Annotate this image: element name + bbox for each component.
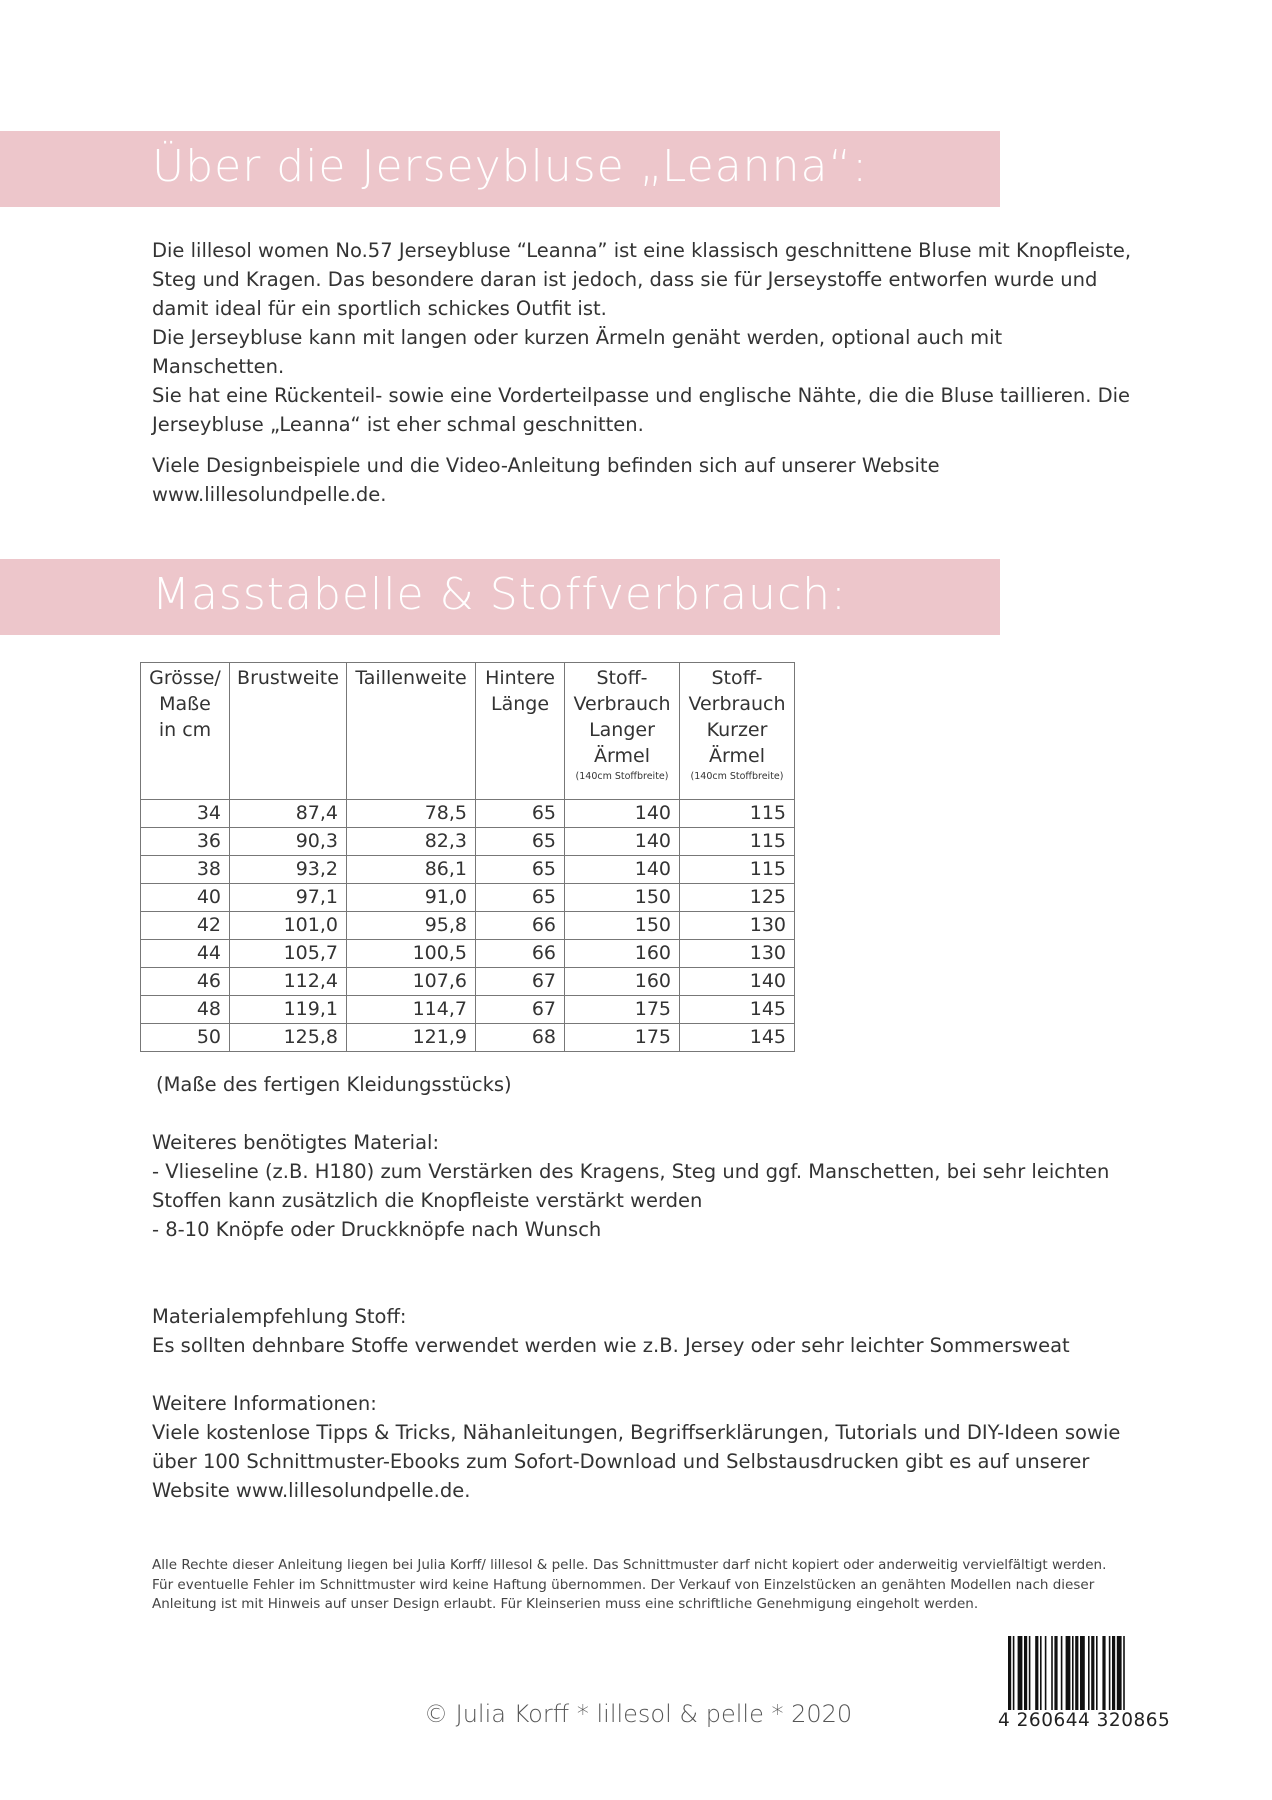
text-line: Es sollten dehnbare Stoffe verwendet werden wie z.B. Jersey oder sehr leichter Sommersweat <box>152 1334 1070 1357</box>
legal-line: Für eventuelle Fehler im Schnittmuster wird keine Haftung übernommen. Der Verkauf von Einzelstücken an genähten Modellen nach dieser <box>152 1576 1095 1593</box>
header-back-length: Hintere Länge <box>476 663 565 800</box>
text-line: über 100 Schnittmuster-Ebooks zum Sofort-Download und Selbstausdrucken gibt es auf unserer <box>152 1450 1090 1473</box>
barcode-bar <box>1035 1636 1038 1710</box>
text-line: www.lillesolundpelle.de. <box>152 483 387 506</box>
header-size: Grösse/ Maße in cm <box>141 663 230 800</box>
cell-size: 48 <box>141 996 230 1024</box>
intro-paragraph <box>152 236 1132 439</box>
barcode-bar <box>1091 1636 1094 1710</box>
cell-waist: 95,8 <box>347 912 476 940</box>
cell-size: 50 <box>141 1024 230 1052</box>
barcode-bar <box>1102 1636 1105 1710</box>
barcode-bar <box>1112 1636 1115 1710</box>
section-title-about: Über die Jerseybluse „Leanna“: <box>152 141 869 192</box>
cell-back-length: 66 <box>476 912 565 940</box>
barcode-bar <box>1123 1636 1125 1710</box>
cell-size: 46 <box>141 968 230 996</box>
barcode-bar <box>1040 1636 1042 1710</box>
header-fabric-short-sleeve: Stoff- Verbrauch Kurzer Ärmel (140cm Stoffbreite) <box>680 663 795 800</box>
text-line: - Vlieseline (z.B. H180) zum Verstärken des Kragens, Steg und ggf. Manschetten, bei sehr leichten <box>152 1160 1110 1183</box>
barcode-bar <box>1109 1636 1111 1710</box>
cell-bust: 87,4 <box>230 800 347 828</box>
cell-fabric-long: 140 <box>565 800 680 828</box>
copyright-footer: © Julia Korff * lillesol & pelle * 2020 <box>424 1700 853 1728</box>
cell-size: 36 <box>141 828 230 856</box>
table-row <box>141 856 795 884</box>
cell-size: 40 <box>141 884 230 912</box>
cell-waist: 100,5 <box>347 940 476 968</box>
cell-fabric-short: 115 <box>680 856 795 884</box>
cell-back-length: 65 <box>476 856 565 884</box>
barcode-bar <box>1045 1636 1047 1710</box>
cell-fabric-short: 145 <box>680 1024 795 1052</box>
header-bust: Brustweite <box>230 663 347 800</box>
cell-bust: 93,2 <box>230 856 347 884</box>
cell-waist: 121,9 <box>347 1024 476 1052</box>
barcode-bar <box>1096 1636 1098 1710</box>
table-row <box>141 912 795 940</box>
barcode-bar <box>1088 1636 1090 1710</box>
cell-bust: 119,1 <box>230 996 347 1024</box>
cell-fabric-short: 130 <box>680 912 795 940</box>
cell-bust: 105,7 <box>230 940 347 968</box>
section-title-band <box>0 131 1000 207</box>
info-section <box>152 1389 1132 1505</box>
barcode-bar <box>1054 1636 1057 1710</box>
fabric-section <box>152 1302 1132 1360</box>
cell-fabric-short: 125 <box>680 884 795 912</box>
table-row <box>141 940 795 968</box>
text-line: Die lillesol women No.57 Jerseybluse “Leanna” ist eine klassisch geschnittene Bluse mit Knopfleiste, <box>152 239 1132 262</box>
barcode-bar <box>1008 1636 1011 1710</box>
text-line: Stoffen kann zusätzlich die Knopfleiste verstärkt werden <box>152 1189 703 1212</box>
table-row <box>141 996 795 1024</box>
cell-fabric-short: 130 <box>680 940 795 968</box>
cell-bust: 97,1 <box>230 884 347 912</box>
cell-fabric-long: 150 <box>565 884 680 912</box>
cell-bust: 90,3 <box>230 828 347 856</box>
cell-bust: 125,8 <box>230 1024 347 1052</box>
table-row <box>141 800 795 828</box>
legal-line: Anleitung ist mit Hinweis auf unser Design erlaubt. Für Kleinserien muss eine schriftliche Genehmigung eingeholt werden. <box>152 1596 979 1612</box>
cell-back-length: 65 <box>476 828 565 856</box>
barcode-bar <box>1024 1636 1027 1710</box>
barcode-bar <box>1051 1636 1053 1710</box>
text-line: - 8-10 Knöpfe oder Druckknöpfe nach Wunsch <box>152 1218 602 1241</box>
text-line: Die Jerseybluse kann mit langen oder kurzen Ärmeln genäht werden, optional auch mit Manschetten. <box>152 326 1003 378</box>
cell-size: 34 <box>141 800 230 828</box>
header-fabric-long-sleeve: Stoff- Verbrauch Langer Ärmel (140cm Stoffbreite) <box>565 663 680 800</box>
info-heading: Weitere Informationen: <box>152 1392 377 1415</box>
website-paragraph <box>152 451 1132 509</box>
barcode-bar <box>1013 1636 1015 1710</box>
cell-size: 44 <box>141 940 230 968</box>
cell-fabric-long: 160 <box>565 968 680 996</box>
material-heading: Weiteres benötigtes Material: <box>152 1131 440 1154</box>
cell-waist: 82,3 <box>347 828 476 856</box>
material-section <box>152 1128 1132 1244</box>
cell-back-length: 65 <box>476 800 565 828</box>
cell-fabric-short: 145 <box>680 996 795 1024</box>
cell-waist: 78,5 <box>347 800 476 828</box>
table-row <box>141 884 795 912</box>
table-caption: (Maße des fertigen Kleidungsstücks) <box>156 1073 512 1096</box>
text-line: Viele Designbeispiele und die Video-Anleitung befinden sich auf unserer Website <box>152 454 940 477</box>
header-waist: Taillenweite <box>347 663 476 800</box>
text-line: Steg und Kragen. Das besondere daran ist jedoch, dass sie für Jerseystoffe entworfen wurde und <box>152 268 1098 291</box>
cell-back-length: 66 <box>476 940 565 968</box>
text-line: Website www.lillesolundpelle.de. <box>152 1479 471 1502</box>
size-chart-table <box>140 662 795 1052</box>
table-row <box>141 828 795 856</box>
header-note: (140cm Stoffbreite) <box>575 771 669 782</box>
cell-waist: 107,6 <box>347 968 476 996</box>
legal-notice <box>152 1556 1132 1615</box>
cell-waist: 86,1 <box>347 856 476 884</box>
cell-fabric-long: 150 <box>565 912 680 940</box>
barcode-bar <box>1117 1636 1122 1710</box>
barcode-bar <box>1061 1636 1063 1710</box>
cell-back-length: 67 <box>476 996 565 1024</box>
header-note: (140cm Stoffbreite) <box>690 771 784 782</box>
text-line: Sie hat eine Rückenteil- sowie eine Vorderteilpasse und englische Nähte, die die Bluse taillieren. Die <box>152 384 1131 407</box>
section-title-band <box>0 559 1000 635</box>
barcode-bar <box>1066 1636 1071 1710</box>
cell-fabric-short: 115 <box>680 828 795 856</box>
barcode-bar <box>1080 1636 1085 1710</box>
cell-back-length: 67 <box>476 968 565 996</box>
barcode <box>998 1636 1200 1740</box>
cell-waist: 91,0 <box>347 884 476 912</box>
barcode-bar <box>1072 1636 1074 1710</box>
cell-fabric-short: 140 <box>680 968 795 996</box>
barcode-bar <box>1075 1636 1078 1710</box>
cell-fabric-long: 140 <box>565 828 680 856</box>
cell-size: 38 <box>141 856 230 884</box>
barcode-number: 4 260644 320865 <box>998 1710 1171 1731</box>
fabric-heading: Materialempfehlung Stoff: <box>152 1305 407 1328</box>
table-row <box>141 1024 795 1052</box>
legal-line: Alle Rechte dieser Anleitung liegen bei Julia Korff/ lillesol & pelle. Das Schnittmuster darf nicht kopiert oder anderweitig vervielfältigt werden. <box>152 1557 1107 1573</box>
cell-fabric-long: 140 <box>565 856 680 884</box>
cell-fabric-long: 160 <box>565 940 680 968</box>
cell-fabric-long: 175 <box>565 996 680 1024</box>
text-line: damit ideal für ein sportlich schickes Outfit ist. <box>152 297 607 320</box>
text-line: Viele kostenlose Tipps & Tricks, Nähanleitungen, Begriffserklärungen, Tutorials und DIY-Ideen sowie <box>152 1421 1121 1444</box>
cell-fabric-long: 175 <box>565 1024 680 1052</box>
barcode-bars <box>1008 1636 1198 1710</box>
barcode-bar <box>1018 1636 1023 1710</box>
cell-size: 42 <box>141 912 230 940</box>
cell-waist: 114,7 <box>347 996 476 1024</box>
cell-back-length: 65 <box>476 884 565 912</box>
text-line: Jerseybluse „Leanna“ ist eher schmal geschnitten. <box>152 413 644 436</box>
cell-fabric-short: 115 <box>680 800 795 828</box>
size-chart-body <box>141 800 795 1052</box>
table-row <box>141 968 795 996</box>
barcode-bar <box>1029 1636 1031 1710</box>
cell-back-length: 68 <box>476 1024 565 1052</box>
section-title-size-chart: Masstabelle & Stoffverbrauch: <box>152 569 847 620</box>
cell-bust: 101,0 <box>230 912 347 940</box>
cell-bust: 112,4 <box>230 968 347 996</box>
table-header-row <box>141 663 795 800</box>
